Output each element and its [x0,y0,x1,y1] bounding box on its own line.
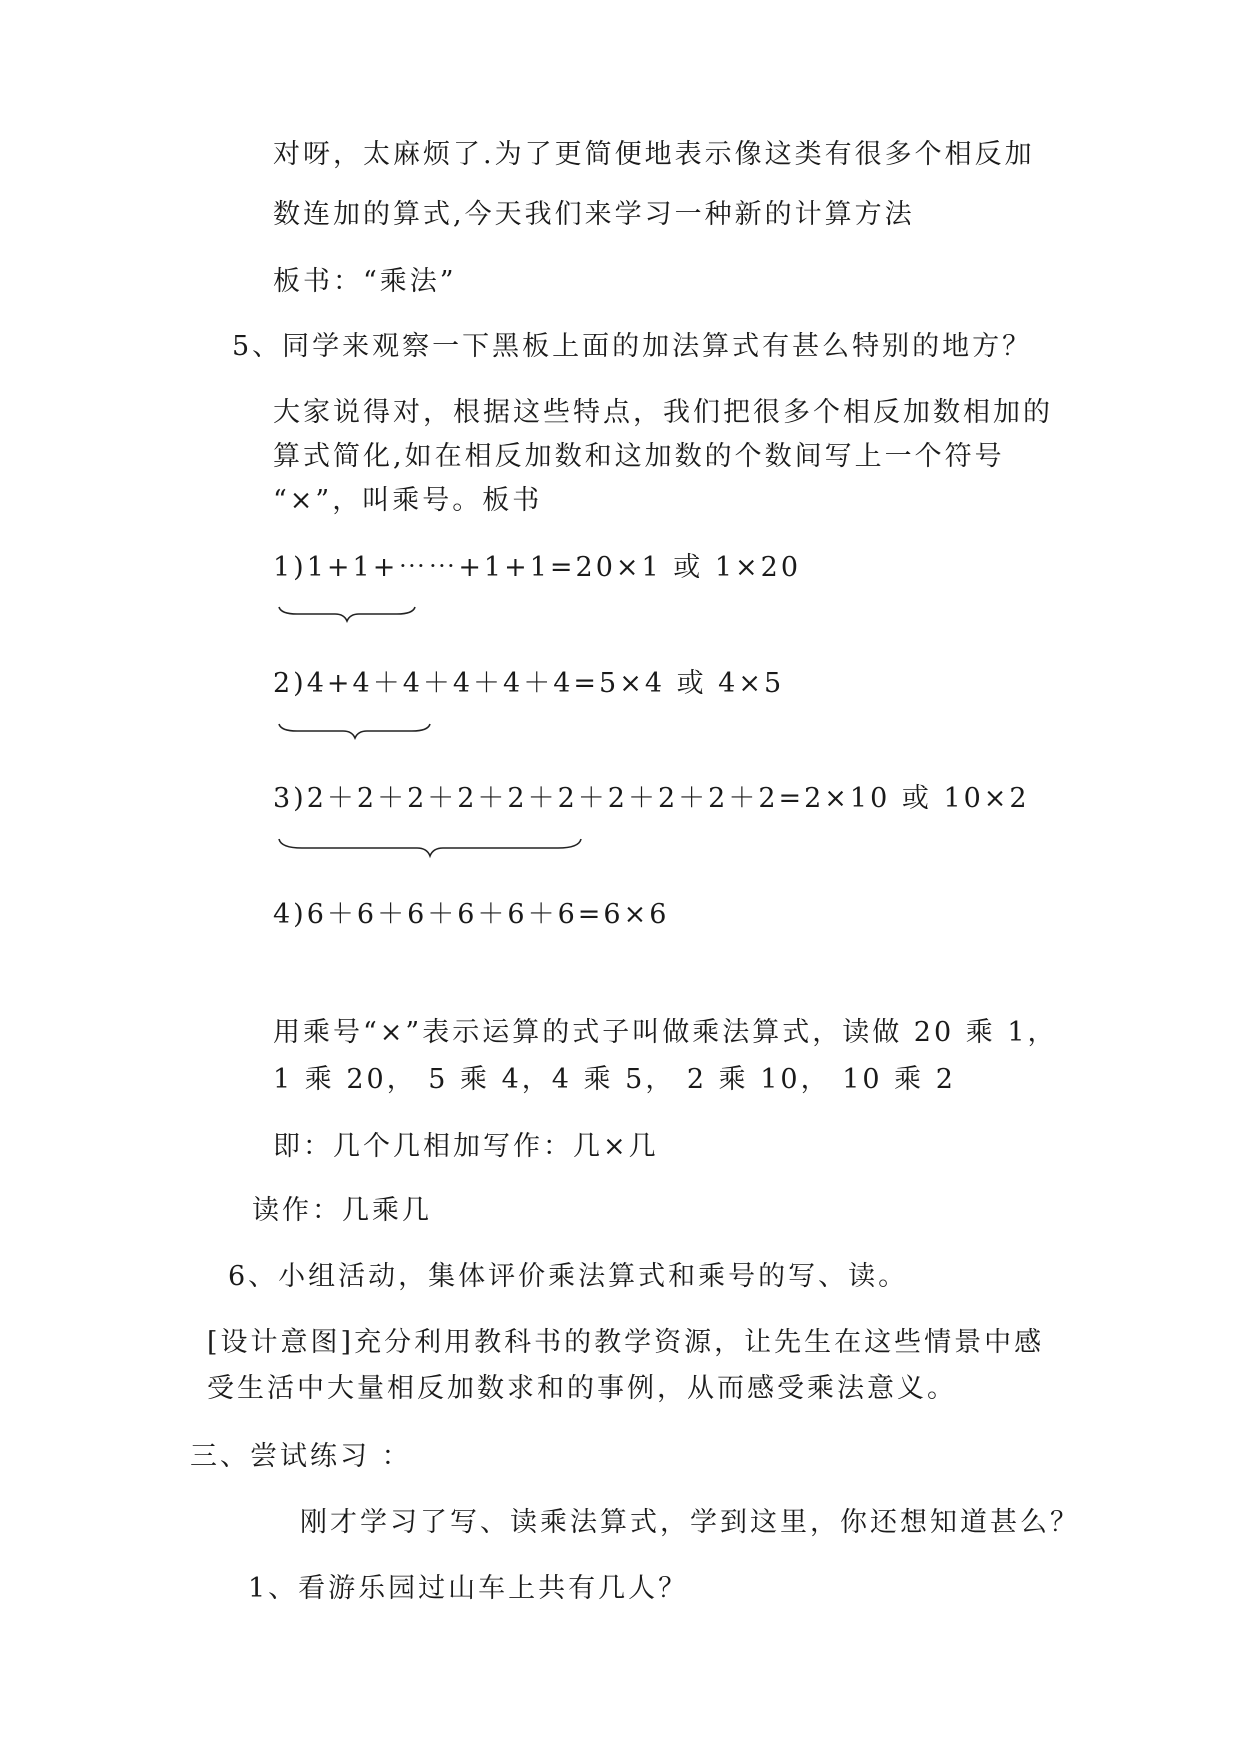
text-line-21: 1、看游乐园过山车上共有几人？ [248,1573,689,1604]
equation-3: 3)2＋2＋2＋2＋2＋2＋2＋2＋2＋2=2×10 或 10×2 [273,783,1030,814]
text-line-4: 5、同学来观察一下黑板上面的加法算式有甚么特别的地方？ [232,331,1033,362]
brace-under-equation-2 [277,722,432,746]
equation-2: 2)4+4＋4＋4＋4＋4=5×4 或 4×5 [273,668,785,699]
text-line-5: 大家说得对，根据这些特点，我们把很多个相反加数相加的 [273,397,1053,428]
equation-4: 4)6＋6＋6＋6＋6＋6=6×6 [273,899,670,930]
brace-under-equation-1 [277,605,417,629]
text-line-20: 刚才学习了写、读乘法算式，学到这里，你还想知道甚么？ [300,1507,1080,1538]
text-line-16: 6、小组活动，集体评价乘法算式和乘号的写、读。 [228,1261,909,1292]
text-line-6: 算式简化,如在相反加数和这加数的个数间写上一个符号 [273,441,1005,472]
section-heading: 三、尝试练习 ： [190,1441,412,1472]
text-line-13: 1 乘 20， 5 乘 4，4 乘 5， 2 乘 10， 10 乘 2 [273,1064,956,1095]
text-line-12: 用乘号“×”表示运算的式子叫做乘法算式，读做 20 乘 1， [273,1017,1058,1048]
text-line-17: [设计意图]充分利用教科书的教学资源，让先生在这些情景中感 [207,1327,1045,1358]
text-line-14: 即：几个几相加写作：几×几 [273,1131,659,1162]
equation-1: 1)1+1+⋯⋯+1+1=20×1 或 1×20 [273,552,802,583]
text-line-3: 板书：“乘法” [273,266,457,297]
text-line-1: 对呀，太麻烦了.为了更简便地表示像这类有很多个相反加 [273,139,1035,170]
brace-under-equation-3 [277,837,583,865]
text-line-7: “×”，叫乘号。板书 [273,485,543,516]
text-line-2: 数连加的算式,今天我们来学习一种新的计算方法 [273,199,915,230]
text-line-18: 受生活中大量相反加数求和的事例，从而感受乘法意义。 [207,1373,957,1404]
text-line-15: 读作：几乘几 [252,1195,432,1226]
